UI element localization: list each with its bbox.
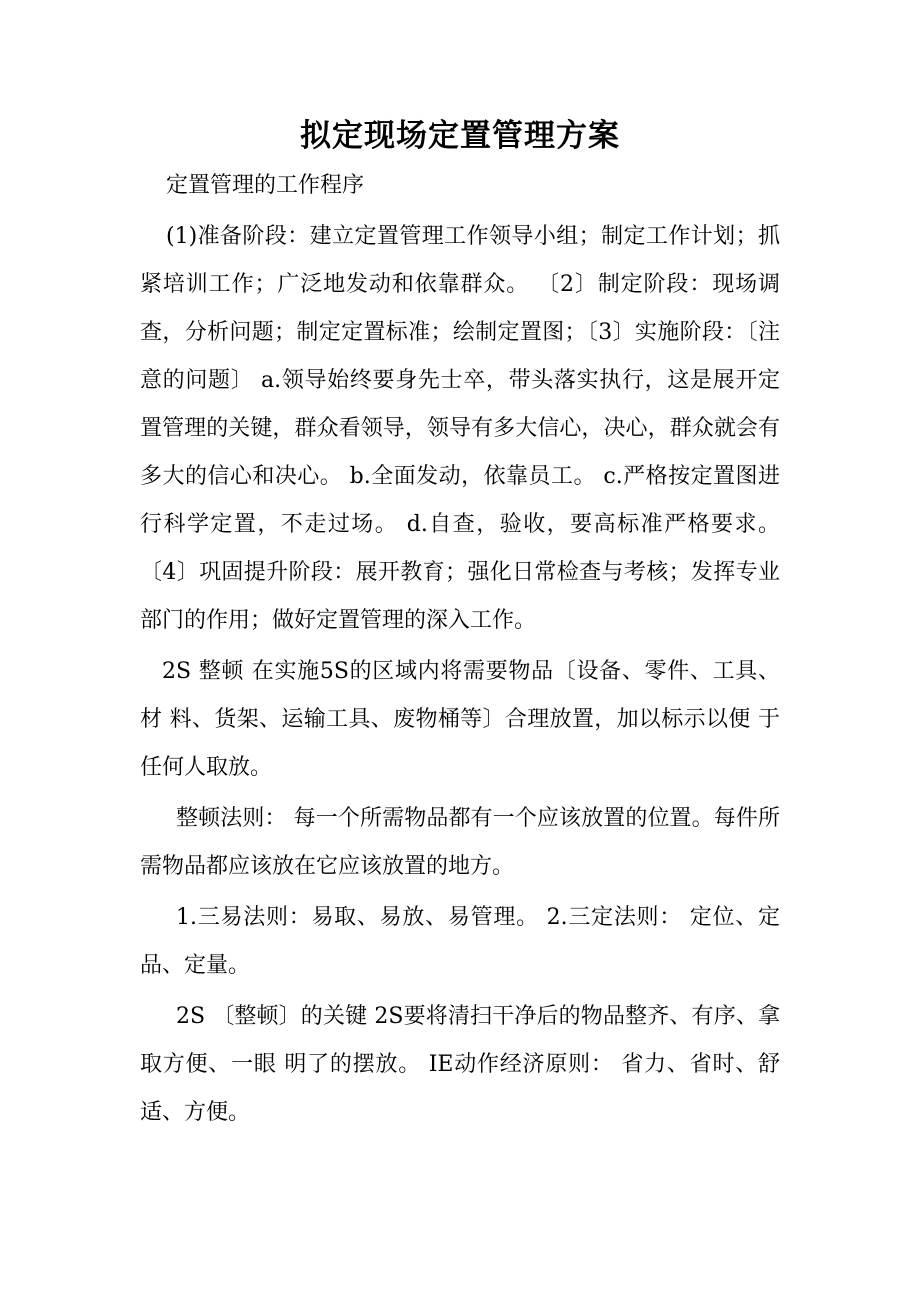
paragraph-seiton-rules: 整顿法则： 每一个所需物品都有一个应该放置的位置。每件所需物品都应该放在它应该放置的地方。 — [140, 806, 780, 879]
document-title: 拟定现场定置管理方案 — [300, 118, 620, 154]
paragraph-three-rules: 1.三易法则：易取、易放、易管理。 2.三定法则： 定位、定品、定量。 — [140, 905, 780, 978]
section-heading: 定置管理的工作程序 — [166, 173, 365, 198]
paragraph-procedure: (1)准备阶段：建立定置管理工作领导小组；制定工作计划；抓紧培训工作；广泛地发动和依靠群众。 〔2〕制定阶段：现场调查，分析问题；制定定置标准；绘制定置图；〔3〕实施阶段：〔注意的问题〕 a.领导始终要身先士卒，带头落实执行，这是展开定置管理的关键，群众看领导，领导有多大信心，决心，群众就会有多大的信心和决心。 b.全面发动，依靠员工。 c.严格按定置图进行科学定置，不走过场。 d.自查，验收，要高标准严格要求。 〔4〕巩固提升阶段：展开教育；强化日常检查与考核；发挥专业部门的作用；做好定置管理的深入工作。 — [140, 224, 780, 633]
document-body — [140, 162, 780, 1137]
paragraph-2s-key: 2S 〔整顿〕的关键 2S要将清扫干净后的物品整齐、有序、拿取方便、一眼 明了的摆放。 IE动作经济原则： 省力、省时、舒适、方便。 — [140, 1004, 780, 1125]
paragraph-2s-seiton: 2S 整顿 在实施5S的区域内将需要物品〔设备、零件、工具、材 料、货架、运输工具、废物桶等〕合理放置，加以标示以便 于任何人取放。 — [140, 659, 780, 780]
